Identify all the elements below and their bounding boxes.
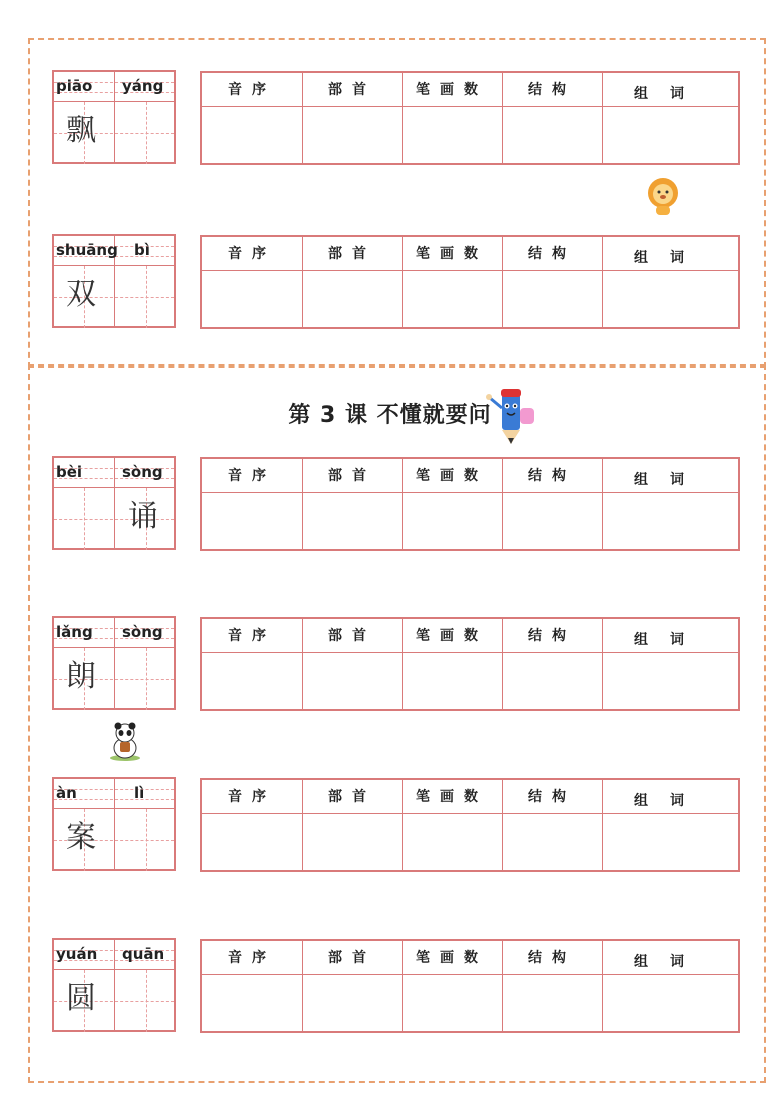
table-header-cell: 组词: [634, 86, 706, 102]
character-info-table: [200, 939, 740, 1033]
answer-cell[interactable]: [602, 273, 738, 329]
answer-cell[interactable]: [502, 109, 602, 165]
table-header-cell: 结构: [528, 82, 576, 98]
pinyin-right: sòng: [122, 463, 163, 481]
panda-sticker: [108, 722, 142, 762]
character-entry: [52, 616, 740, 712]
table-header-cell: 部首: [328, 950, 376, 966]
answer-cell[interactable]: [502, 495, 602, 551]
table-header-cell: 组词: [634, 954, 706, 970]
answer-cell[interactable]: [402, 109, 502, 165]
answer-cell[interactable]: [202, 816, 302, 872]
answer-cell[interactable]: [302, 816, 402, 872]
character-info-table: [200, 71, 740, 165]
answer-cell[interactable]: [402, 495, 502, 551]
pinyin-left: lǎng: [56, 623, 93, 641]
character-info-table: [200, 235, 740, 329]
pinyin-right: lì: [134, 784, 145, 802]
table-header-cell: 组词: [634, 632, 706, 648]
pinyin-left: yuán: [56, 945, 98, 963]
table-header-cell: 音序: [228, 789, 276, 805]
answer-cell[interactable]: [402, 816, 502, 872]
table-header-cell: 音序: [228, 246, 276, 262]
pinyin-right: yáng: [122, 77, 164, 95]
character-entry: [52, 234, 740, 330]
tianzige-grid: [52, 234, 176, 328]
table-header-cell: 组词: [634, 250, 706, 266]
answer-cell[interactable]: [202, 655, 302, 711]
answer-cell[interactable]: [202, 109, 302, 165]
answer-cell[interactable]: [402, 977, 502, 1033]
character-entry: [52, 70, 740, 166]
table-header-cell: 音序: [228, 82, 276, 98]
character-info-table: [200, 778, 740, 872]
table-header-cell: 部首: [328, 468, 376, 484]
table-header-cell: 部首: [328, 82, 376, 98]
table-header-cell: 笔画数: [416, 950, 488, 966]
answer-cell[interactable]: [502, 816, 602, 872]
hanzi-character: 圆: [66, 981, 96, 1016]
answer-cell[interactable]: [602, 495, 738, 551]
table-header-cell: 结构: [528, 246, 576, 262]
table-header-cell: 结构: [528, 789, 576, 805]
character-entry: [52, 777, 740, 873]
table-header-cell: 结构: [528, 950, 576, 966]
character-info-table: [200, 457, 740, 551]
tianzige-grid: [52, 777, 176, 871]
character-info-table: [200, 617, 740, 711]
tianzige-grid: [52, 70, 176, 164]
hanzi-character: 朗: [66, 659, 96, 694]
table-header-cell: 部首: [328, 789, 376, 805]
answer-cell[interactable]: [202, 273, 302, 329]
character-entry: [52, 456, 740, 552]
tianzige-grid: [52, 456, 176, 550]
answer-cell[interactable]: [302, 655, 402, 711]
table-header-cell: 部首: [328, 246, 376, 262]
table-header-cell: 结构: [528, 468, 576, 484]
tianzige-grid: [52, 616, 176, 710]
table-header-cell: 笔画数: [416, 628, 488, 644]
table-header-cell: 音序: [228, 468, 276, 484]
answer-cell[interactable]: [502, 655, 602, 711]
hanzi-character: 案: [66, 820, 96, 855]
answer-cell[interactable]: [302, 273, 402, 329]
table-header-cell: 部首: [328, 628, 376, 644]
answer-cell[interactable]: [502, 977, 602, 1033]
pencil-mascot-sticker: [484, 386, 542, 446]
answer-cell[interactable]: [602, 109, 738, 165]
pinyin-left: piāo: [56, 77, 93, 95]
pinyin-right: quān: [122, 945, 165, 963]
answer-cell[interactable]: [302, 495, 402, 551]
hanzi-character: 诵: [128, 499, 158, 534]
table-header-cell: 音序: [228, 628, 276, 644]
table-header-cell: 音序: [228, 950, 276, 966]
table-header-cell: 笔画数: [416, 468, 488, 484]
answer-cell[interactable]: [502, 273, 602, 329]
tianzige-grid: [52, 938, 176, 1032]
answer-cell[interactable]: [602, 655, 738, 711]
answer-cell[interactable]: [602, 977, 738, 1033]
hanzi-character: 双: [66, 277, 96, 312]
pinyin-left: bèi: [56, 463, 83, 481]
pinyin-left: àn: [56, 784, 77, 802]
table-header-cell: 笔画数: [416, 82, 488, 98]
pinyin-left: shuāng: [56, 241, 118, 259]
table-header-cell: 结构: [528, 628, 576, 644]
lion-sticker: [646, 176, 680, 216]
answer-cell[interactable]: [302, 109, 402, 165]
character-entry: [52, 938, 740, 1034]
table-header-cell: 笔画数: [416, 246, 488, 262]
answer-cell[interactable]: [302, 977, 402, 1033]
answer-cell[interactable]: [402, 655, 502, 711]
answer-cell[interactable]: [602, 816, 738, 872]
hanzi-character: 飘: [66, 113, 96, 148]
pinyin-right: sòng: [122, 623, 163, 641]
table-header-cell: 笔画数: [416, 789, 488, 805]
answer-cell[interactable]: [202, 977, 302, 1033]
answer-cell[interactable]: [202, 495, 302, 551]
table-header-cell: 组词: [634, 472, 706, 488]
lesson-title: 第 3 课 不懂就要问: [288, 403, 492, 428]
pinyin-right: bì: [134, 241, 150, 259]
table-header-cell: 组词: [634, 793, 706, 809]
answer-cell[interactable]: [402, 273, 502, 329]
